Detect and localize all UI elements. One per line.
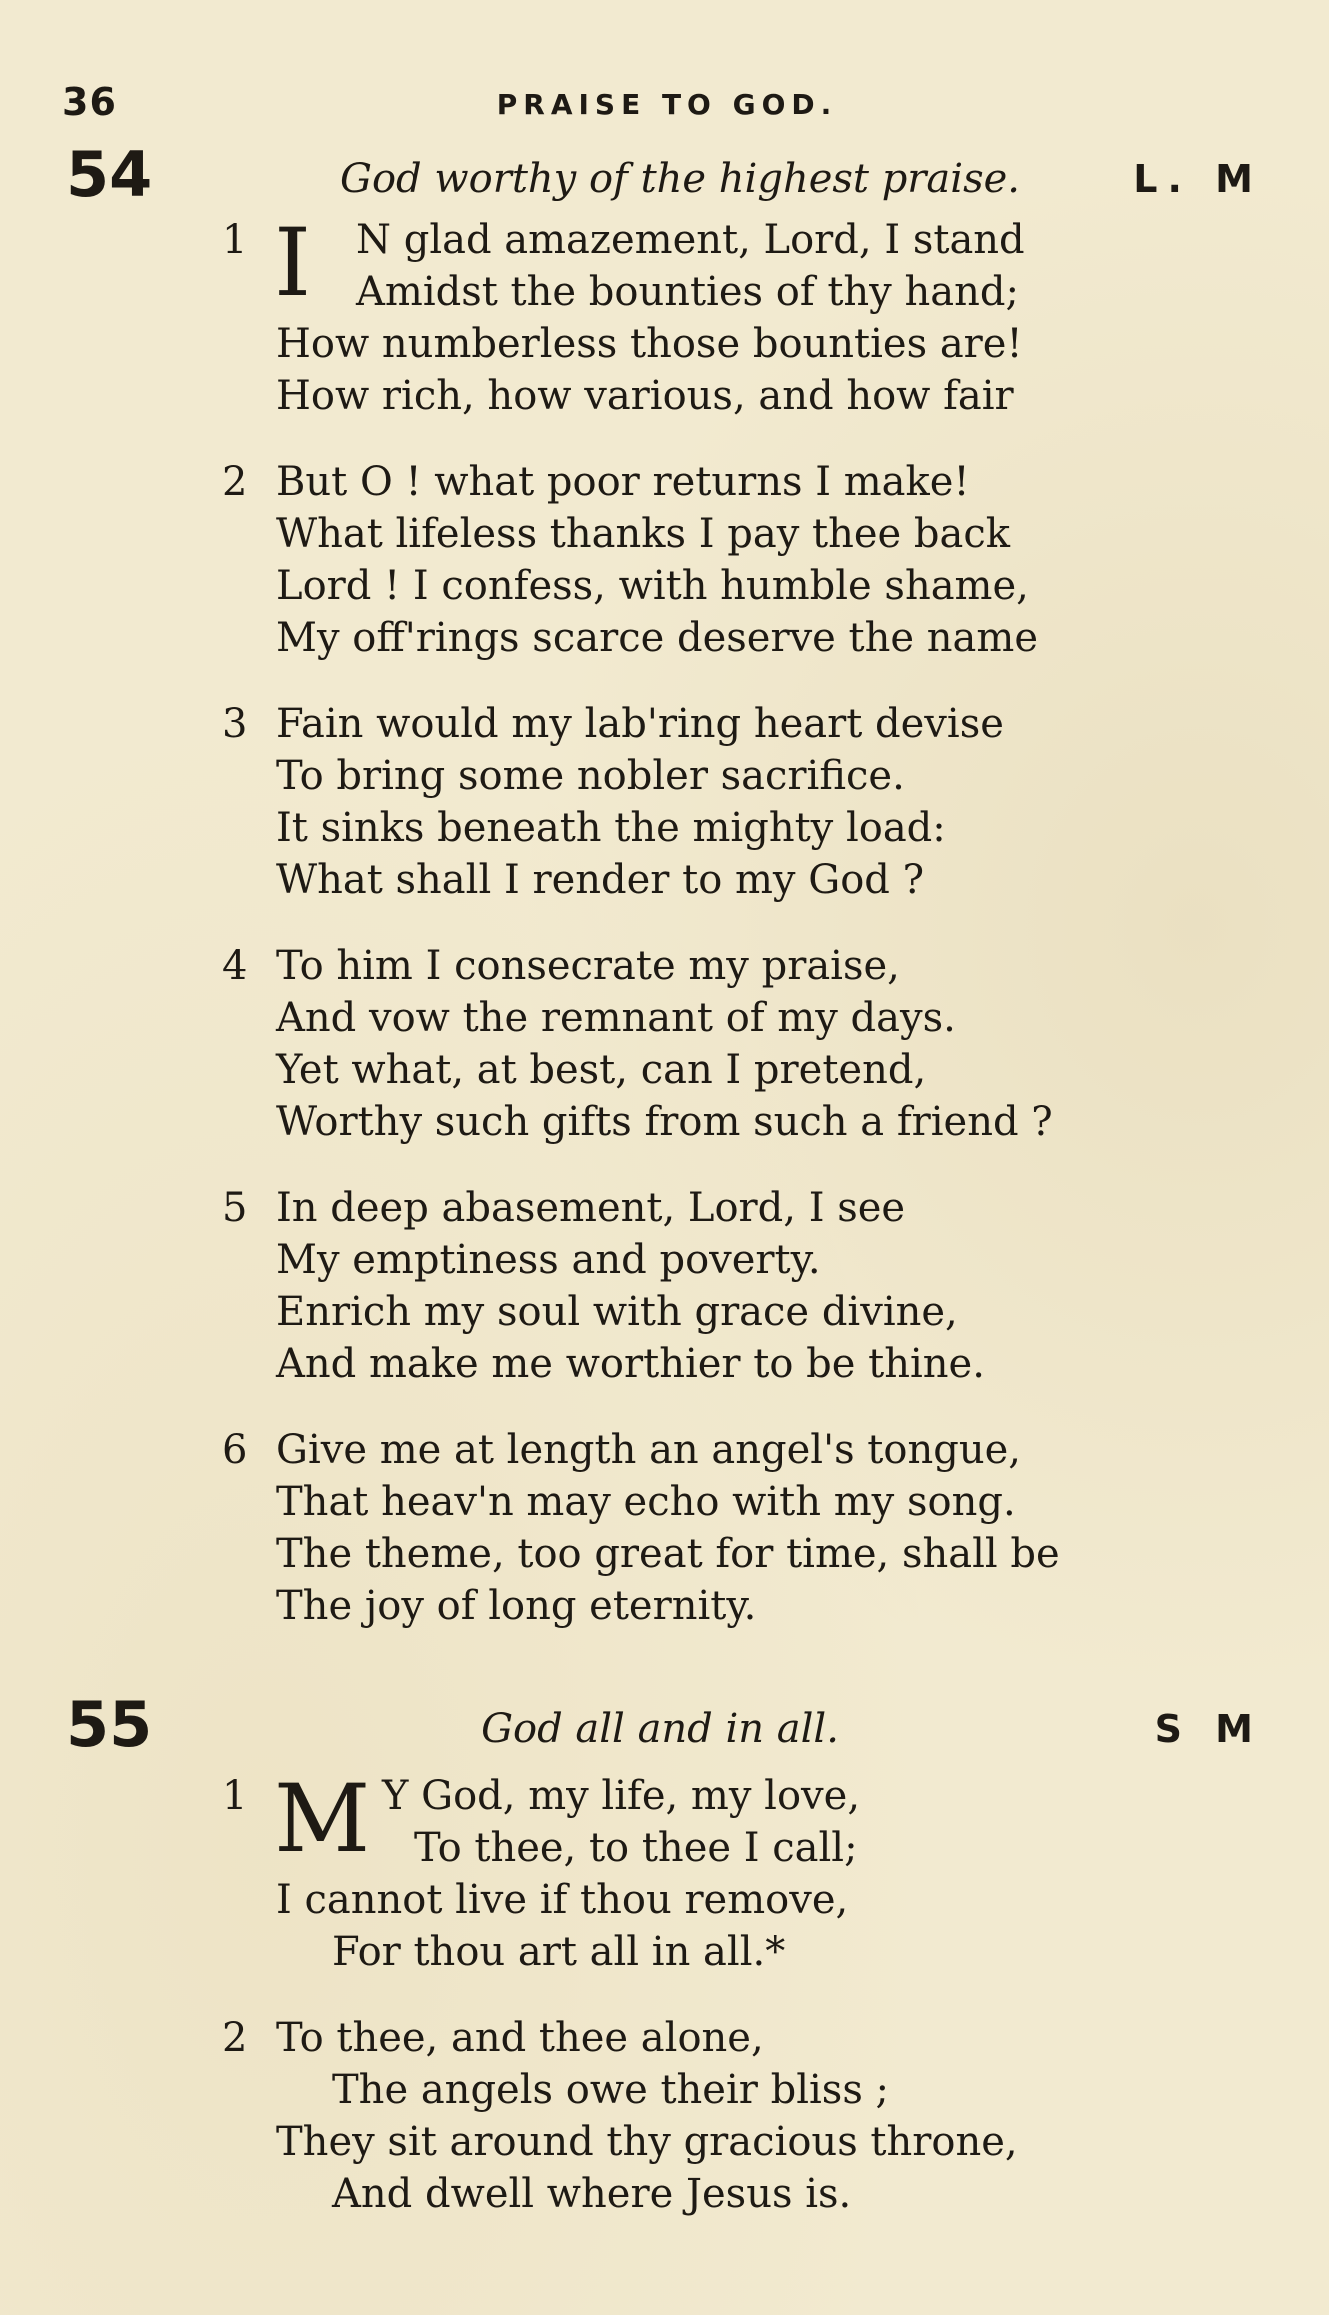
verse-line: N glad amazement, Lord, I stand	[356, 217, 1025, 263]
verse-line: The theme, too great for time, shall be	[276, 1531, 1060, 1577]
hymn-meter: L. M	[1133, 157, 1263, 201]
verse-line: In deep abasement, Lord, I see	[276, 1185, 906, 1231]
hymn-meter: S M	[1154, 1707, 1263, 1751]
verse-line: It sinks beneath the mighty load:	[276, 805, 946, 851]
hymn-number: 55	[66, 1688, 153, 1761]
verse-line: I cannot live if thou remove,	[276, 1877, 849, 1923]
stanza-number: 2	[222, 459, 248, 505]
verse-line: That heav'n may echo with my song.	[276, 1479, 1016, 1525]
verse-line: How rich, how various, and how fair	[276, 373, 1014, 419]
stanza-number: 1	[222, 1773, 248, 1819]
stanza-6	[0, 1424, 1329, 1632]
stanza-4	[0, 940, 1329, 1148]
verse-line: How numberless those bounties are!	[276, 321, 1023, 367]
verse-line: Fain would my lab'ring heart devise	[276, 701, 1004, 747]
verse-line: And vow the remnant of my days.	[276, 995, 956, 1041]
hymn-54	[0, 140, 1329, 1666]
verse-line: Worthy such gifts from such a friend ?	[276, 1099, 1053, 1145]
verse-line: What lifeless thanks I pay thee back	[276, 511, 1011, 557]
verse-line: Lord ! I confess, with humble shame,	[276, 563, 1029, 609]
stanza-2	[0, 456, 1329, 664]
stanza-number: 2	[222, 2015, 248, 2061]
verse-line: But O ! what poor returns I make!	[276, 459, 970, 505]
running-head: PRAISE TO GOD.	[496, 88, 838, 121]
verse-line: Yet what, at best, can I pretend,	[276, 1047, 927, 1093]
verse-line: The angels owe their bliss ;	[332, 2067, 890, 2113]
stanza-3	[0, 698, 1329, 906]
hymn-heading	[0, 1690, 1329, 1770]
verse-line: What shall I render to my God ?	[276, 857, 925, 903]
verse-line: My off'rings scarce deserve the name	[276, 615, 1038, 661]
verse-line: And make me worthier to be thine.	[276, 1341, 985, 1387]
stanza-number: 3	[222, 701, 248, 747]
drop-cap: M	[274, 1765, 371, 1874]
verse-line: Amidst the bounties of thy hand;	[356, 269, 1019, 315]
page-number: 36	[62, 80, 117, 124]
page-header	[62, 80, 1272, 130]
verse-line: To bring some nobler sacrifice.	[276, 753, 905, 799]
verse-line: To him I consecrate my praise,	[276, 943, 900, 989]
verse-line: They sit around thy gracious throne,	[276, 2119, 1018, 2165]
hymn-55	[0, 1690, 1329, 2254]
hymn-number: 54	[66, 138, 153, 211]
stanza-number: 4	[222, 943, 248, 989]
stanza-number: 6	[222, 1427, 248, 1473]
stanza-1	[0, 1765, 1329, 1978]
stanza-1	[0, 209, 1329, 422]
stanza-number: 5	[222, 1185, 248, 1231]
verse-line: The joy of long eternity.	[276, 1583, 757, 1629]
verse-line: My emptiness and poverty.	[276, 1237, 821, 1283]
hymn-title: God all and in all.	[481, 1706, 839, 1752]
verse-line: For thou art all in all.*	[332, 1929, 786, 1975]
hymn-heading	[0, 140, 1329, 220]
stanza-2	[0, 2012, 1329, 2220]
verse-line: Y God, my life, my love,	[382, 1773, 861, 1819]
stanza-number: 1	[222, 217, 248, 263]
stanza-5	[0, 1182, 1329, 1390]
verse-line: And dwell where Jesus is.	[332, 2171, 852, 2217]
hymn-title: God worthy of the highest praise.	[340, 156, 1020, 202]
verse-line: Give me at length an angel's tongue,	[276, 1427, 1021, 1473]
verse-line: To thee, and thee alone,	[276, 2015, 764, 2061]
drop-cap: I	[274, 209, 312, 318]
verse-line: Enrich my soul with grace divine,	[276, 1289, 958, 1335]
verse-line: To thee, to thee I call;	[414, 1825, 858, 1871]
